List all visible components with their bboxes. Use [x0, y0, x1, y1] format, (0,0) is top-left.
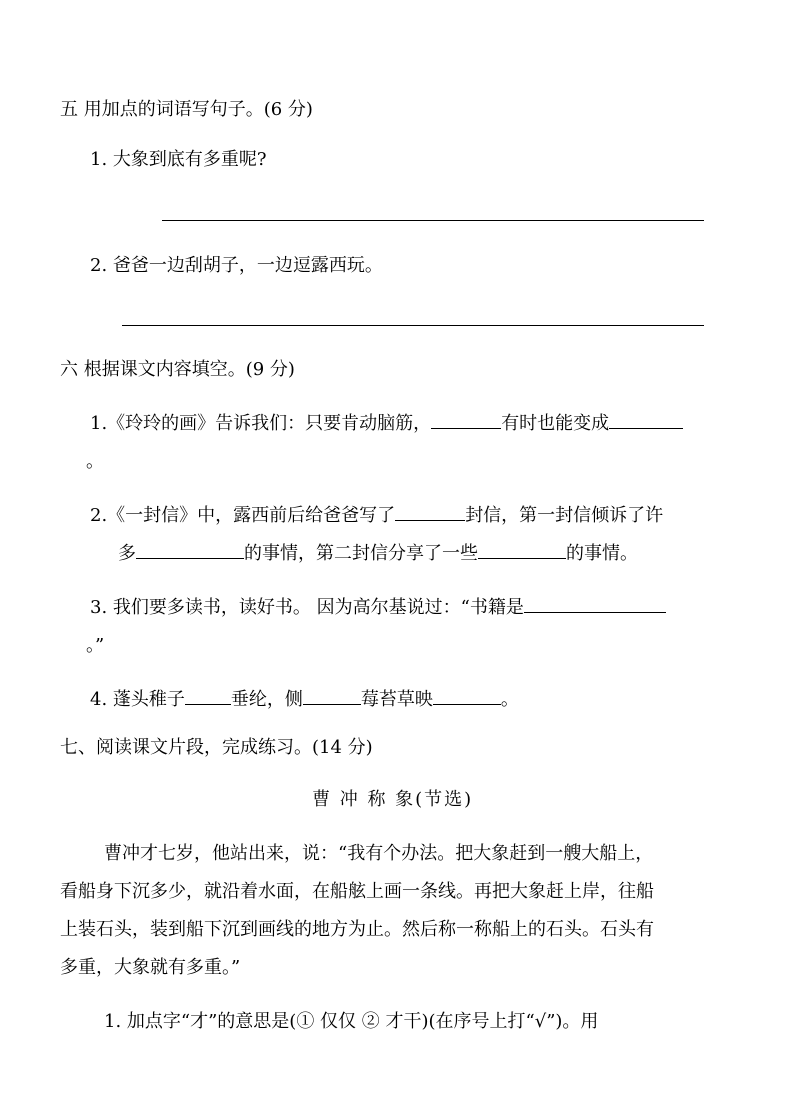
- section-6-question-2-cont: [118, 540, 638, 566]
- question-text: 多: [118, 543, 136, 564]
- section-6-question-3: [90, 594, 666, 620]
- section-5-heading: 五 用加点的词语写句子。(6 分): [60, 99, 313, 120]
- fill-blank[interactable]: [431, 410, 501, 429]
- section-7-question-1: 1. 加点字“才”的意思是(① 仅仅 ② 才干)(在序号上打“√”)。用: [104, 1011, 599, 1032]
- fill-blank[interactable]: [185, 686, 231, 705]
- section-5-question-2: 2. 爸爸一边刮胡子，一边逗露西玩。: [90, 255, 383, 276]
- fill-blank[interactable]: [395, 502, 465, 521]
- question-text: 。: [500, 689, 519, 710]
- question-text: 有时也能变成: [501, 413, 610, 434]
- passage-line: 上装石头，装到船下沉到画线的地方为止。然后称一称船上的石头。石头有: [60, 919, 654, 940]
- section-7-heading: 七、阅读课文片段，完成练习。(14 分): [60, 737, 373, 758]
- passage-line: 看船身下沉多少，就沿着水面，在船舷上画一条线。再把大象赶上岸，往船: [60, 881, 654, 902]
- section-6-question-4: [90, 686, 519, 712]
- question-text: 封信，第一封信倾诉了许: [465, 505, 664, 526]
- question-text: 莓苔草映: [360, 689, 433, 710]
- fill-blank[interactable]: [136, 540, 244, 559]
- question-text: 垂纶，侧: [230, 689, 303, 710]
- passage-title: 曹 冲 称 象(节选): [312, 789, 474, 810]
- question-3-end-mark: 。”: [86, 635, 105, 656]
- fill-blank[interactable]: [478, 540, 566, 559]
- section-6-question-1: [90, 410, 683, 436]
- section-6-question-2: [90, 502, 663, 528]
- question-1-end-mark: 。: [86, 451, 104, 472]
- question-text: 3. 我们要多读书，读好书。 因为高尔基说过：“书籍是: [90, 597, 524, 618]
- section-6-heading: 六 根据课文内容填空。(9 分): [60, 359, 295, 380]
- answer-line-2[interactable]: [122, 325, 704, 326]
- question-text: 1.《玲玲的画》告诉我们：只要肯动脑筋，: [90, 413, 432, 434]
- fill-blank[interactable]: [524, 594, 666, 613]
- fill-blank[interactable]: [433, 686, 501, 705]
- section-5-question-1: 1. 大象到底有多重呢?: [90, 149, 267, 170]
- question-text: 的事情。: [566, 543, 638, 564]
- question-text: 的事情，第二封信分享了一些: [244, 543, 478, 564]
- question-text: 2.《一封信》中，露西前后给爸爸写了: [90, 505, 396, 526]
- answer-line-1[interactable]: [162, 220, 704, 221]
- passage-line: 多重，大象就有多重。”: [60, 957, 241, 978]
- fill-blank[interactable]: [303, 686, 361, 705]
- passage-line: 曹冲才七岁，他站出来，说：“我有个办法。把大象赶到一艘大船上，: [104, 843, 654, 864]
- fill-blank[interactable]: [609, 410, 683, 429]
- question-text: 4. 蓬头稚子: [90, 689, 185, 710]
